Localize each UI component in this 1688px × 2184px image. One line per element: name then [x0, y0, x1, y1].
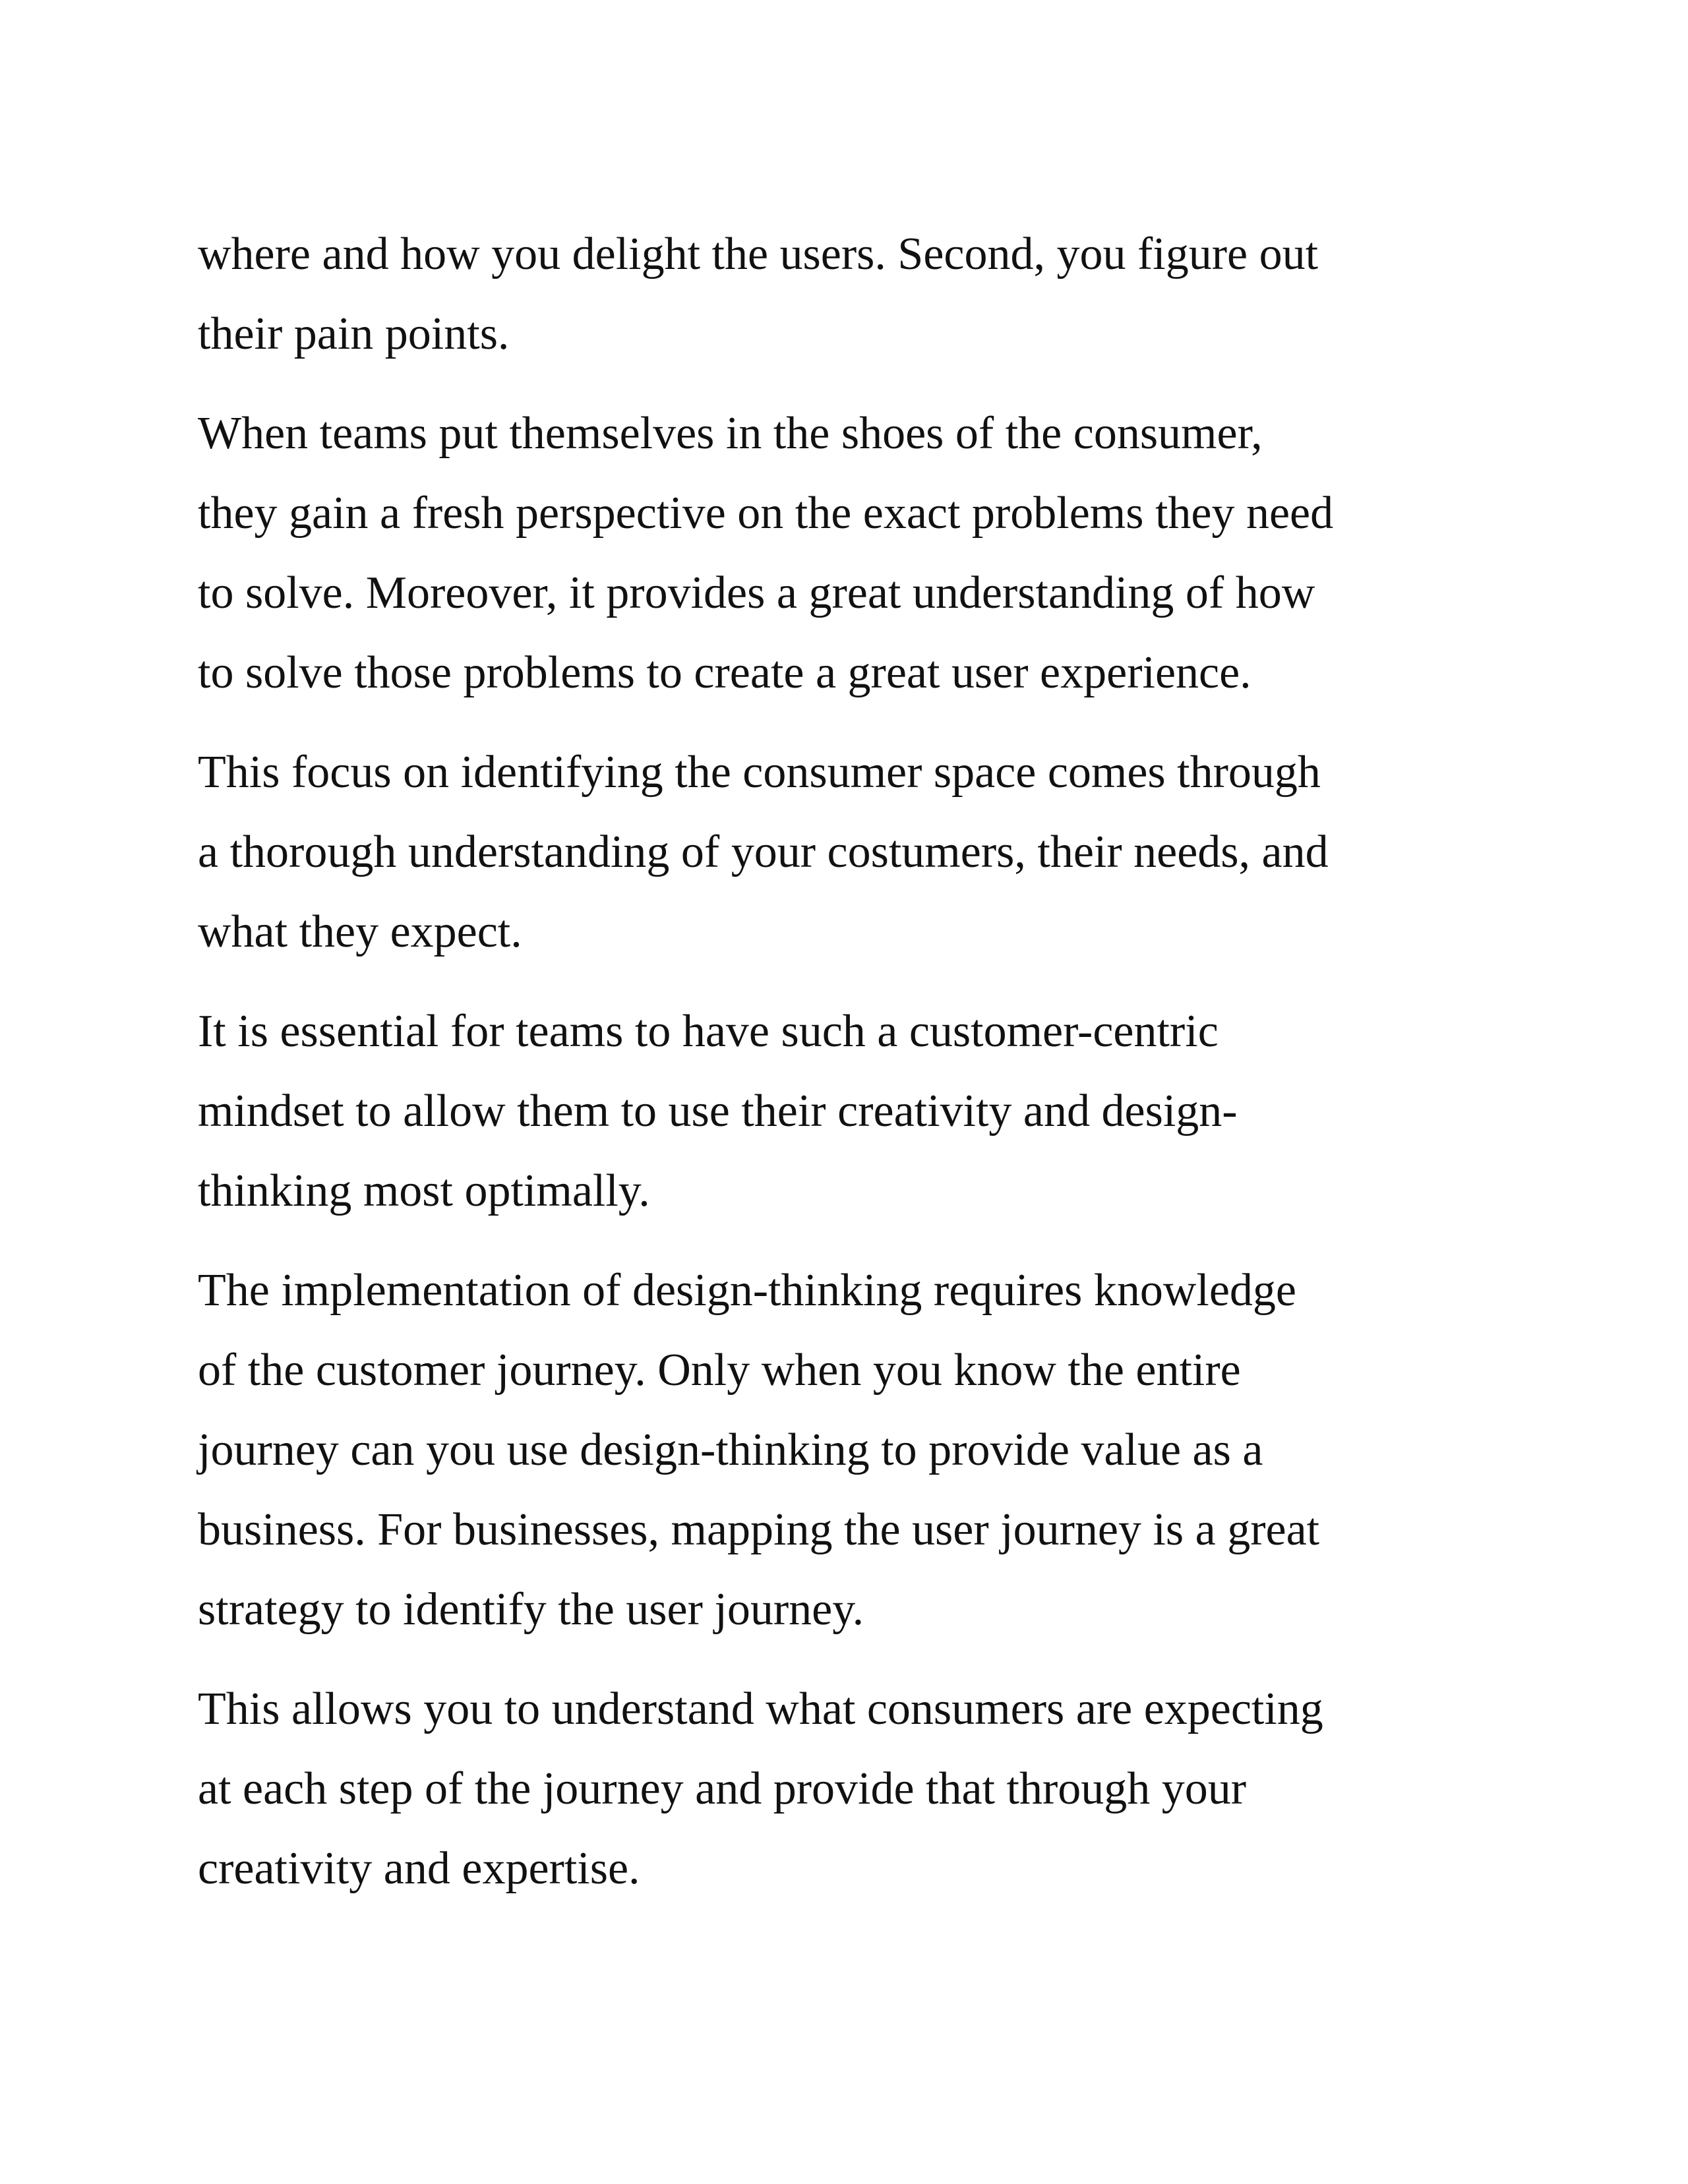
text-line: journey can you use design-thinking to provide value as a: [198, 1425, 1263, 1475]
text-line: business. For businesses, mapping the user journey is a great: [198, 1504, 1320, 1555]
paragraph-1: [198, 214, 1510, 374]
text-line: When teams put themselves in the shoes of the consumer,: [198, 408, 1263, 459]
text-line: This focus on identifying the consumer space comes through: [198, 747, 1321, 798]
paragraph-6: [198, 1669, 1510, 1908]
text-line: mindset to allow them to use their creativity and design-: [198, 1086, 1238, 1136]
text-line: a thorough understanding of your costumers, their needs, and: [198, 827, 1329, 877]
text-line: where and how you delight the users. Second, you figure out: [198, 229, 1319, 280]
text-line: The implementation of design-thinking requires knowledge: [198, 1265, 1296, 1316]
text-line: thinking most optimally.: [198, 1166, 650, 1216]
text-line: strategy to identify the user journey.: [198, 1584, 864, 1635]
text-line: they gain a fresh perspective on the exact problems they need: [198, 488, 1334, 539]
text-line: creativity and expertise.: [198, 1843, 640, 1894]
text-line: what they expect.: [198, 906, 522, 957]
text-line: at each step of the journey and provide that through your: [198, 1763, 1247, 1814]
paragraph-5: [198, 1251, 1510, 1649]
text-line: It is essential for teams to have such a customer-centric: [198, 1006, 1219, 1057]
text-line: This allows you to understand what consumers are expecting: [198, 1684, 1323, 1734]
body-text: [198, 214, 1510, 1928]
text-line: of the customer journey. Only when you know the entire: [198, 1345, 1241, 1396]
paragraph-2: [198, 394, 1510, 713]
text-line: to solve. Moreover, it provides a great understanding of how: [198, 568, 1315, 618]
paragraph-3: [198, 732, 1510, 972]
paragraph-4: [198, 991, 1510, 1231]
text-line: their pain points.: [198, 309, 510, 359]
text-line: to solve those problems to create a great user experience.: [198, 647, 1251, 698]
